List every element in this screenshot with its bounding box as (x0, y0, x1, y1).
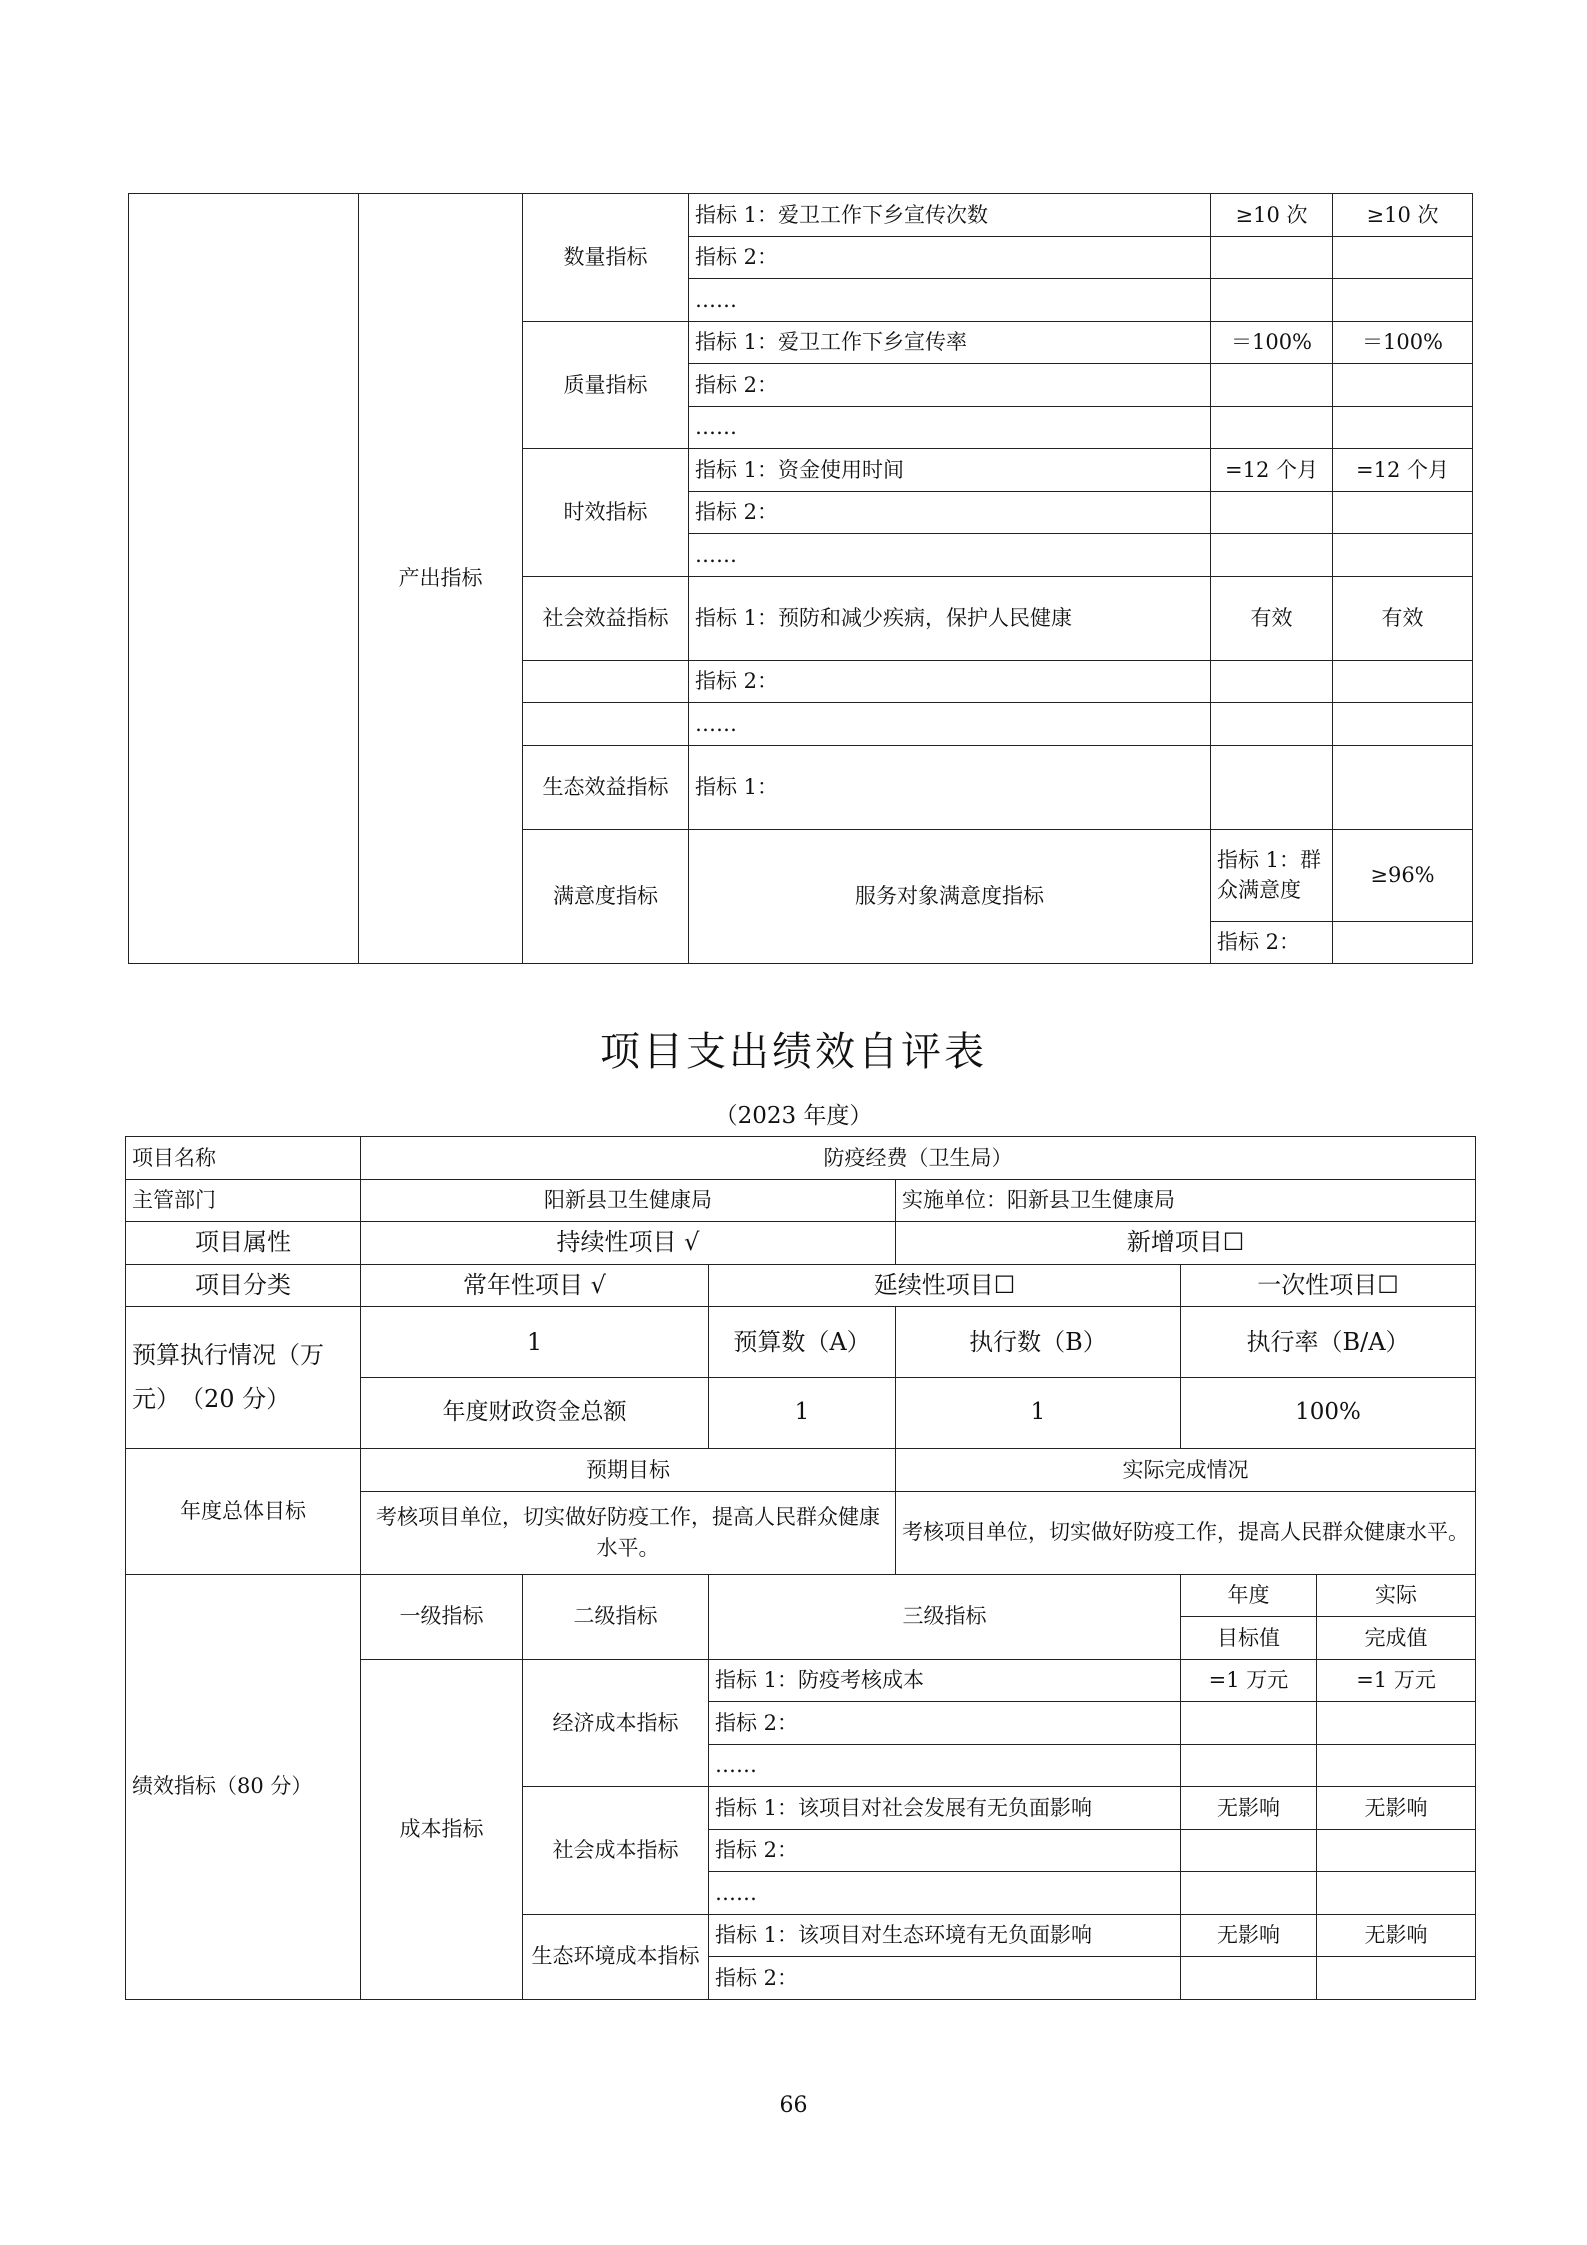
project-category-label: 项目分类 (126, 1264, 361, 1307)
target-value (1211, 491, 1333, 534)
actual-value: 无影响 (1317, 1914, 1476, 1957)
annual-header: 年度 (1181, 1574, 1317, 1617)
expected-goal-text: 考核项目单位，切实做好防疫工作，提高人民群众健康水平。 (361, 1491, 896, 1574)
cat-onetime: 一次性项目☐ (1181, 1264, 1476, 1307)
annual-goal-label: 年度总体目标 (126, 1449, 361, 1575)
project-name-value: 防疫经费（卫生局） (361, 1137, 1476, 1180)
page-title: 项目支出绩效自评表 (600, 1029, 987, 1075)
fiscal-total-label: 年度财政资金总额 (361, 1378, 709, 1449)
actual-value (1333, 745, 1473, 829)
target-value (1211, 279, 1333, 322)
indicator-ellipsis: …… (689, 406, 1211, 449)
actual-value (1333, 491, 1473, 534)
indicator-name: 指标 2： (689, 491, 1211, 534)
target-value: ≥10 次 (1211, 194, 1333, 237)
indicator-name: 指标 1： (689, 745, 1211, 829)
level1-header: 一级指标 (361, 1574, 523, 1659)
indicator-name: 指标 2： (709, 1702, 1181, 1745)
execution-rate-label: 执行率（B/A） (1181, 1307, 1476, 1378)
target-value: 无影响 (1181, 1914, 1317, 1957)
social-cost-label: 社会成本指标 (523, 1787, 709, 1915)
quality-indicator-label: 质量指标 (523, 321, 689, 449)
level3-header: 三级指标 (709, 1574, 1181, 1659)
project-name-label: 项目名称 (126, 1137, 361, 1180)
actual-value (1317, 1829, 1476, 1872)
indicator-name: 指标 2： (689, 660, 1211, 703)
target-value (1181, 1744, 1317, 1787)
actual-value: ≥10 次 (1333, 194, 1473, 237)
actual-value: ＝100% (1333, 321, 1473, 364)
actual-value (1333, 534, 1473, 577)
target-value (1211, 660, 1333, 703)
budget-execution-label: 预算执行情况（万元） （20 分） (126, 1307, 361, 1449)
project-attr-label: 项目属性 (126, 1222, 361, 1265)
target-value (1211, 406, 1333, 449)
performance-indicator-label: 绩效指标（80 分） (126, 1574, 361, 1999)
target-value (1211, 236, 1333, 279)
cat-regular: 常年性项目 √ (361, 1264, 709, 1307)
impl-unit-value: 实施单位：阳新县卫生健康局 (896, 1179, 1476, 1222)
indicator-name: 指标 1：防疫考核成本 (709, 1659, 1181, 1702)
fiscal-rate-value: 100% (1181, 1378, 1476, 1449)
indicator-name: 指标 1：该项目对社会发展有无负面影响 (709, 1787, 1181, 1830)
actual-value (1317, 1872, 1476, 1915)
attr-new: 新增项目☐ (896, 1222, 1476, 1265)
blank-cell (523, 660, 689, 703)
expected-goal-header: 预期目标 (361, 1449, 896, 1492)
target-value (1181, 1829, 1317, 1872)
target-value (1211, 703, 1333, 746)
attr-continuous: 持续性项目 √ (361, 1222, 896, 1265)
indicator-ellipsis: …… (689, 279, 1211, 322)
fiscal-b-value: 1 (896, 1378, 1181, 1449)
indicator-ellipsis: …… (709, 1744, 1181, 1787)
indicator-name: 指标 2： (1211, 921, 1333, 964)
page-number: 66 (779, 2093, 808, 2118)
target-value (1181, 1702, 1317, 1745)
year-subtitle: （2023 年度） (714, 1103, 873, 1129)
actual-value (1333, 279, 1473, 322)
actual-value (1317, 1744, 1476, 1787)
target-value (1181, 1957, 1317, 2000)
level2-header: 二级指标 (523, 1574, 709, 1659)
indicator-ellipsis: …… (689, 703, 1211, 746)
target-value: ≥96% (1333, 829, 1473, 921)
target-value (1211, 745, 1333, 829)
indicator-name: 指标 2： (689, 236, 1211, 279)
actual-value: =12 个月 (1333, 449, 1473, 492)
indicator-table-continued (128, 193, 1473, 964)
actual-value: =1 万元 (1317, 1659, 1476, 1702)
target-value (1181, 1872, 1317, 1915)
service-satisfaction-label: 服务对象满意度指标 (689, 829, 1211, 964)
quantity-indicator-label: 数量指标 (523, 194, 689, 322)
actual-value (1333, 236, 1473, 279)
actual-value (1333, 364, 1473, 407)
social-benefit-indicator-label: 社会效益指标 (523, 576, 689, 660)
target-value: 有效 (1211, 576, 1333, 660)
target-value: =1 万元 (1181, 1659, 1317, 1702)
eco-cost-label: 生态环境成本指标 (523, 1914, 709, 1999)
actual-value (1317, 1957, 1476, 2000)
indicator-name: 指标 1：该项目对生态环境有无负面影响 (709, 1914, 1181, 1957)
cat-extended: 延续性项目☐ (709, 1264, 1181, 1307)
indicator-name: 指标 2： (709, 1829, 1181, 1872)
actual-completion-header: 实际完成情况 (896, 1449, 1476, 1492)
dept-label: 主管部门 (126, 1179, 361, 1222)
self-evaluation-table (125, 1136, 1476, 2000)
output-indicator-label: 产出指标 (359, 194, 523, 964)
blank-merged-cell (129, 194, 359, 964)
indicator-ellipsis: …… (709, 1872, 1181, 1915)
actual-value (1333, 703, 1473, 746)
actual-value: 无影响 (1317, 1787, 1476, 1830)
indicator-name: 指标 1：预防和减少疾病，保护人民健康 (689, 576, 1211, 660)
indicator-name: 指标 2： (709, 1957, 1181, 2000)
indicator-name: 指标 1：爱卫工作下乡宣传率 (689, 321, 1211, 364)
target-value: =12 个月 (1211, 449, 1333, 492)
satisfaction-indicator-label: 满意度指标 (523, 829, 689, 964)
indicator-ellipsis: …… (689, 534, 1211, 577)
dept-value: 阳新县卫生健康局 (361, 1179, 896, 1222)
budget-top-value: 1 (361, 1307, 709, 1378)
fiscal-a-value: 1 (709, 1378, 896, 1449)
target-value: 无影响 (1181, 1787, 1317, 1830)
indicator-name: 指标 2： (689, 364, 1211, 407)
target-value (1211, 364, 1333, 407)
economic-cost-label: 经济成本指标 (523, 1659, 709, 1787)
target-value-header: 目标值 (1181, 1617, 1317, 1660)
target-value (1211, 534, 1333, 577)
actual-value: 有效 (1333, 576, 1473, 660)
target-value (1333, 921, 1473, 964)
target-value: ＝100% (1211, 321, 1333, 364)
indicator-name: 指标 1：群众满意度 (1211, 829, 1333, 921)
budget-a-label: 预算数（A） (709, 1307, 896, 1378)
actual-header: 实际 (1317, 1574, 1476, 1617)
blank-cell (523, 703, 689, 746)
actual-value (1333, 406, 1473, 449)
budget-b-label: 执行数（B） (896, 1307, 1181, 1378)
indicator-name: 指标 1：爱卫工作下乡宣传次数 (689, 194, 1211, 237)
actual-completion-text: 考核项目单位，切实做好防疫工作，提高人民群众健康水平。 (896, 1491, 1476, 1574)
actual-value (1333, 660, 1473, 703)
actual-value (1317, 1702, 1476, 1745)
indicator-name: 指标 1：资金使用时间 (689, 449, 1211, 492)
completion-value-header: 完成值 (1317, 1617, 1476, 1660)
cost-indicator-label: 成本指标 (361, 1659, 523, 1999)
timeliness-indicator-label: 时效指标 (523, 449, 689, 577)
eco-benefit-indicator-label: 生态效益指标 (523, 745, 689, 829)
